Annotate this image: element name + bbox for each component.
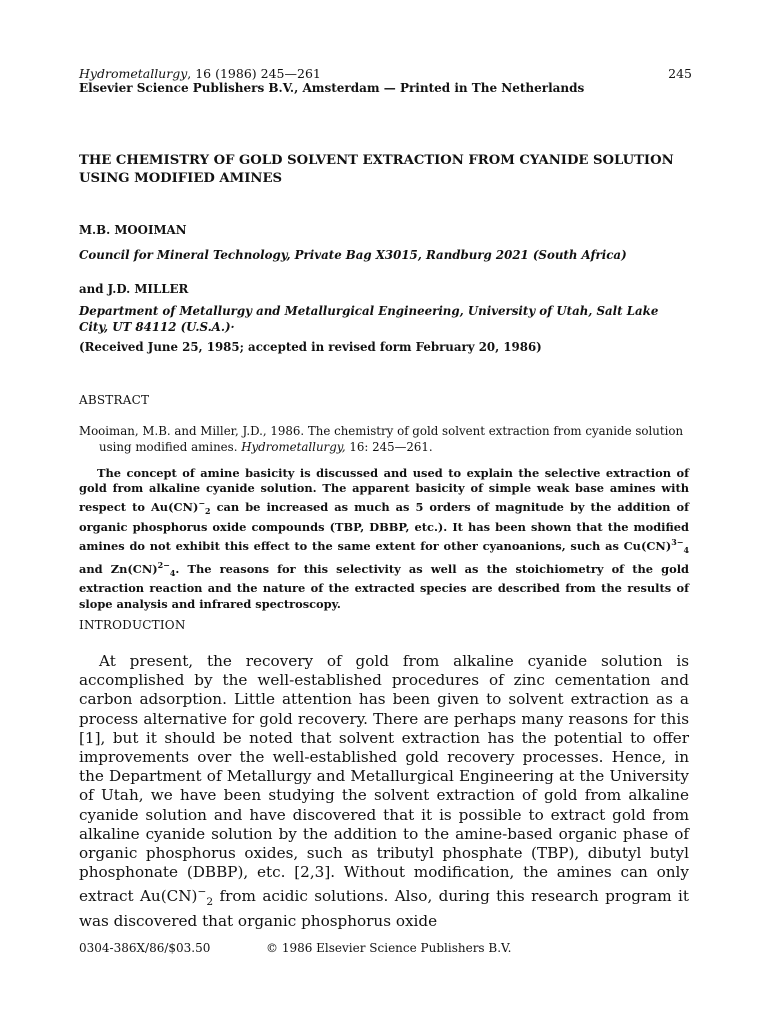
affiliation-1: Council for Mineral Technology, Private Bag X3015, Randburg 2021 (South Africa) bbox=[79, 248, 627, 262]
journal-citation-header bbox=[79, 66, 321, 81]
page-number: 245 bbox=[668, 66, 692, 81]
citation-main: Mooiman, M.B. and Miller, J.D., 1986. The chemistry of gold solvent extraction from cyanide solution using modified amines. bbox=[79, 424, 684, 454]
abstract-body: The concept of amine basicity is discussed and used to explain the selective extraction of gold from alkaline cyanide solution. The apparent basicity of simple weak base amines with respect to $Au(CN)^-_2$ can be increased as much as 5 orders of magnitude by the addition of organic phosphorus oxide compounds (TBP, DBBP, etc.). It has been shown that the modified amines do not exhibit this effect to the same extent for other cyanoanions, such as Cu(CN)$^{3-}_4$ and Zn(CN)$^{2-}_4$. The reasons for this selectivity as well as the stoichiometry of the gold extraction reaction and the nature of the extracted species are described from the results of slope analysis and infrared spectroscopy. bbox=[79, 466, 689, 611]
introduction-heading: INTRODUCTION bbox=[79, 618, 186, 632]
author-1: M.B. MOOIMAN bbox=[79, 223, 187, 237]
publisher-line: Elsevier Science Publishers B.V., Amsterdam — Printed in The Netherlands bbox=[79, 81, 585, 95]
received-dates: (Received June 25, 1985; accepted in revised form February 20, 1986) bbox=[79, 340, 542, 354]
author-2: and J.D. MILLER bbox=[79, 282, 189, 296]
footer-copyright: © 1986 Elsevier Science Publishers B.V. bbox=[266, 941, 512, 955]
abstract-heading: ABSTRACT bbox=[79, 393, 150, 407]
introduction-body: At present, the recovery of gold from alkaline cyanide solution is accomplished by the well-established procedures of zinc cementation and carbon adsorption. Little attention has been given to solvent extraction as a process alternative for gold recovery. There are perhaps many reasons for this [1], but it should be noted that solvent extraction has the potential to offer improvements over the well-established gold recovery processes. Hence, in the Department of Metallurgy and Metallurgical Engineering at the University of Utah, we have been studying the solvent extraction of gold from alkaline cyanide solution and have discovered that it is possible to extract gold from alkaline cyanide solution by the addition to the amine-based organic phase of organic phosphorus oxides, such as tributyl phosphate (TBP), dibutyl butyl phosphonate (DBBP), etc. [2,3]. Without modification, the amines can only extract $Au(CN)^-_2$ from acidic solutions. Also, during this research program it was discovered that organic phosphorus oxide bbox=[79, 652, 690, 930]
affiliation-2: Department of Metallurgy and Metallurgical Engineering, University of Utah, Salt Lake City, UT 84112 (U.S.A.)· bbox=[79, 304, 659, 334]
citation-journal: Hydrometallurgy, bbox=[241, 440, 346, 454]
article-title: THE CHEMISTRY OF GOLD SOLVENT EXTRACTION FROM CYANIDE SOLUTION USING MODIFIED AMINES bbox=[79, 153, 674, 186]
footer-code: 0304-386X/86/$03.50 bbox=[79, 941, 211, 955]
citation-tail: 16: 245—261. bbox=[345, 440, 433, 454]
abstract-citation bbox=[79, 423, 691, 455]
journal-reference: , 16 (1986) 245—261 bbox=[187, 66, 321, 81]
journal-name: Hydrometallurgy bbox=[79, 66, 188, 81]
